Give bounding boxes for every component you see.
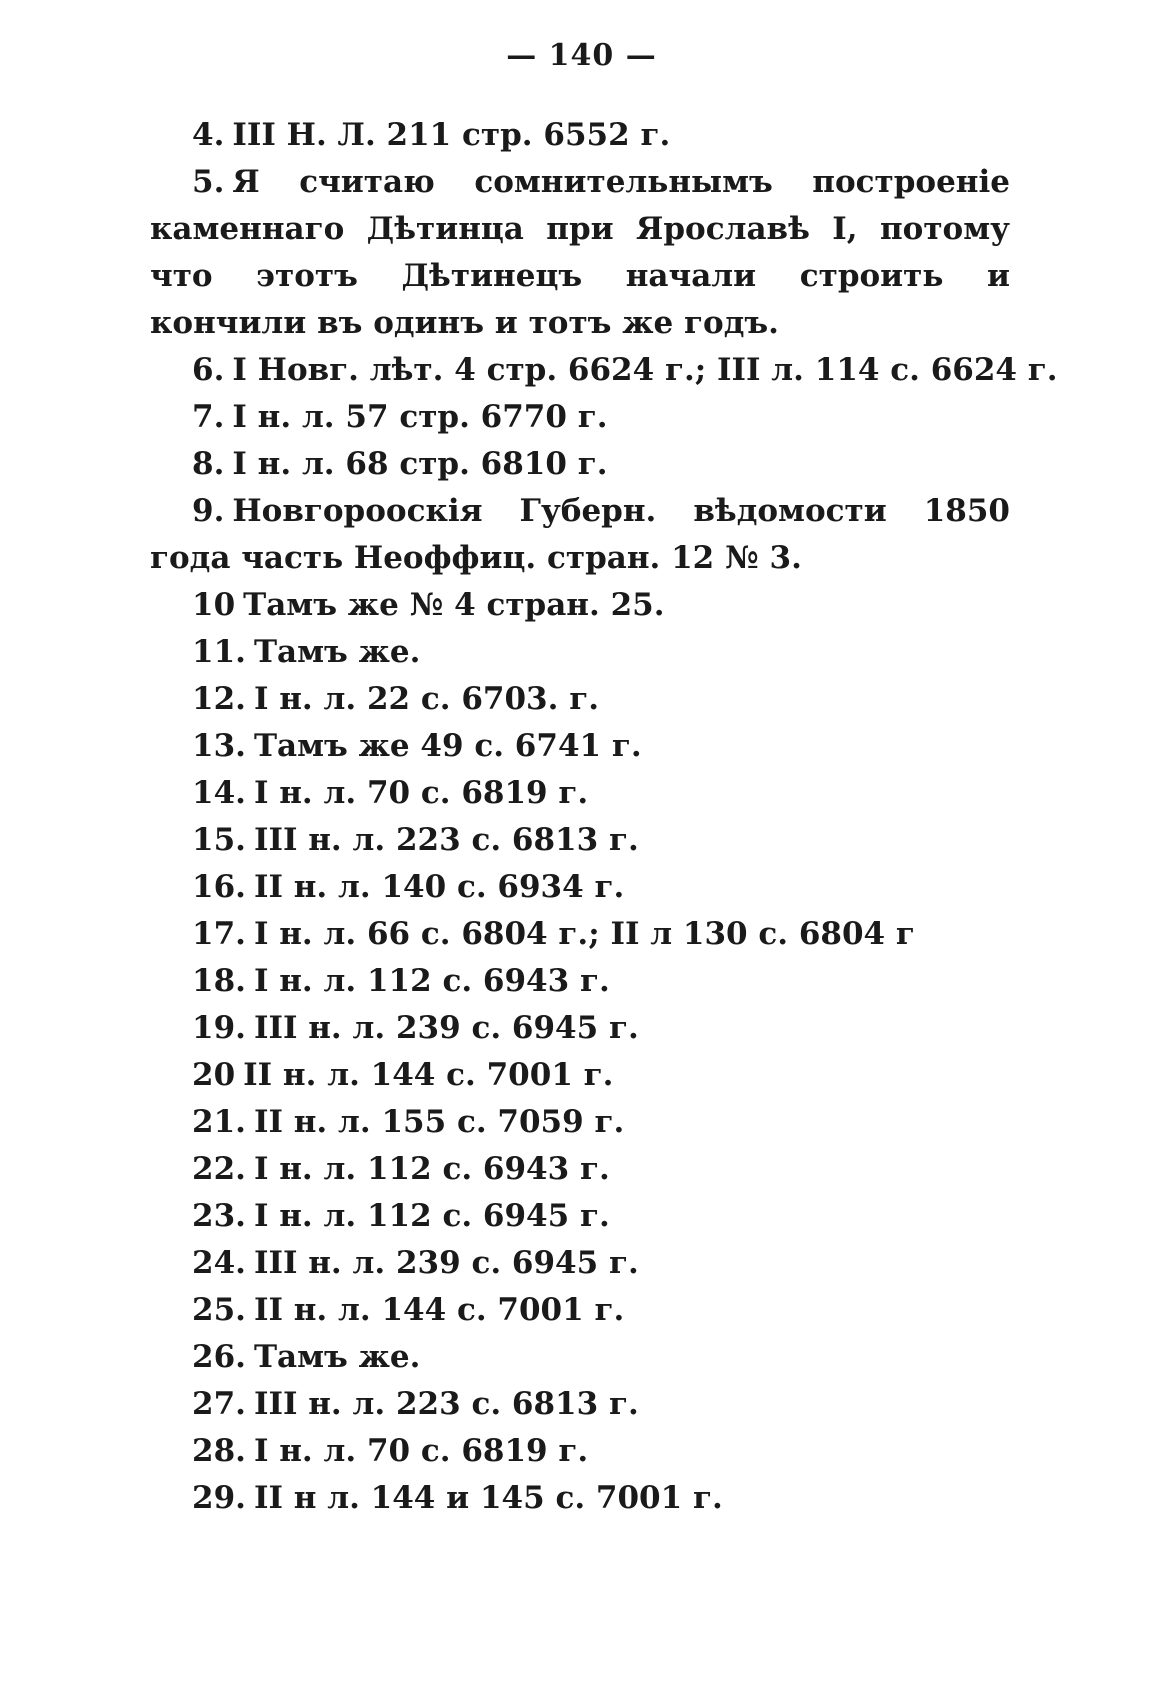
- note-item: [150, 1099, 1010, 1146]
- note-text: Тамъ же.: [253, 634, 421, 670]
- note-number: 29.: [192, 1480, 246, 1516]
- note-number: 26.: [192, 1339, 246, 1375]
- note-text: Тамъ же.: [253, 1339, 421, 1375]
- note-text: III Н. Л. 211 стр. 6552 г.: [232, 117, 671, 153]
- note-item: [150, 488, 1010, 582]
- note-text: III н. л. 223 с. 6813 г.: [253, 822, 639, 858]
- note-item: [150, 1193, 1010, 1240]
- note-number: 14.: [192, 775, 246, 811]
- note-number: 12.: [192, 681, 246, 717]
- note-text: III н. л. 223 с. 6813 г.: [253, 1386, 639, 1422]
- note-item: [150, 629, 1010, 676]
- note-number: 11.: [192, 634, 246, 670]
- note-text: I н. л. 70 с. 6819 г.: [253, 775, 589, 811]
- note-text: I н. л. 70 с. 6819 г.: [253, 1433, 589, 1469]
- note-text: I н. л. 68 стр. 6810 г.: [232, 446, 608, 482]
- note-number: 22.: [192, 1151, 246, 1187]
- note-item: [150, 911, 1010, 958]
- note-text: II н. л. 144 с. 7001 г.: [243, 1057, 614, 1093]
- note-text: Я считаю сомнительнымъ построеніе каменнаго Дѣтинца при Ярославѣ I, потому что этотъ Дѣтинецъ начали строить и кончили въ одинъ и тотъ же годъ.: [150, 164, 1010, 341]
- note-item: [150, 1381, 1010, 1428]
- note-item: [150, 112, 1010, 159]
- note-item: [150, 817, 1010, 864]
- note-text: I Новг. лѣт. 4 стр. 6624 г.; III л. 114 с. 6624 г.: [232, 352, 1058, 388]
- note-number: 19.: [192, 1010, 246, 1046]
- note-number: 15.: [192, 822, 246, 858]
- note-item: [150, 1240, 1010, 1287]
- note-item: [150, 441, 1010, 488]
- note-number: 13.: [192, 728, 246, 764]
- note-text: Новгорооскія Губерн. вѣдомости 1850 года часть Неоффиц. стран. 12 № 3.: [150, 493, 1010, 576]
- note-text: II н л. 144 и 145 с. 7001 г.: [253, 1480, 723, 1516]
- note-number: 17.: [192, 916, 246, 952]
- note-item: [150, 347, 1058, 394]
- note-text: III н. л. 239 с. 6945 г.: [253, 1245, 639, 1281]
- note-number: 24.: [192, 1245, 246, 1281]
- note-number: 6.: [192, 352, 225, 388]
- note-text: II н. л. 155 с. 7059 г.: [253, 1104, 625, 1140]
- note-number: 4.: [192, 117, 225, 153]
- note-text: I н. л. 112 с. 6943 г.: [253, 1151, 610, 1187]
- note-number: 28.: [192, 1433, 246, 1469]
- note-item: [150, 582, 1010, 629]
- note-item: [150, 159, 1010, 347]
- note-text: III н. л. 239 с. 6945 г.: [253, 1010, 639, 1046]
- note-number: 16.: [192, 869, 246, 905]
- note-text: II н. л. 140 с. 6934 г.: [253, 869, 625, 905]
- note-item: [150, 770, 1010, 817]
- note-text: I н. л. 66 с. 6804 г.; II л 130 с. 6804 г: [253, 916, 915, 952]
- note-item: [150, 394, 1010, 441]
- page-number: — 140 —: [506, 38, 657, 73]
- note-item: [150, 864, 1010, 911]
- note-item: [150, 723, 1010, 770]
- note-item: [150, 958, 1010, 1005]
- note-number: 21.: [192, 1104, 246, 1140]
- note-text: I н. л. 22 с. 6703. г.: [253, 681, 599, 717]
- note-number: 8.: [192, 446, 225, 482]
- note-item: [150, 1334, 1010, 1381]
- note-item: [150, 1146, 1010, 1193]
- note-number: 25.: [192, 1292, 246, 1328]
- notes-list: [150, 112, 1058, 1522]
- note-number: 23.: [192, 1198, 246, 1234]
- note-number: 10: [192, 587, 236, 623]
- note-number: 9.: [192, 493, 225, 529]
- note-number: 5.: [192, 164, 225, 200]
- note-text: I н. л. 112 с. 6945 г.: [253, 1198, 610, 1234]
- note-number: 20: [192, 1057, 236, 1093]
- note-item: [150, 1287, 1010, 1334]
- note-text: I н. л. 57 стр. 6770 г.: [232, 399, 608, 435]
- note-item: [150, 1475, 1010, 1522]
- note-item: [150, 1005, 1010, 1052]
- note-item: [150, 1052, 1010, 1099]
- note-number: 18.: [192, 963, 246, 999]
- note-text: II н. л. 144 с. 7001 г.: [253, 1292, 625, 1328]
- note-number: 27.: [192, 1386, 246, 1422]
- note-number: 7.: [192, 399, 225, 435]
- note-item: [150, 676, 1010, 723]
- note-item: [150, 1428, 1010, 1475]
- note-text: I н. л. 112 с. 6943 г.: [253, 963, 610, 999]
- note-text: Тамъ же 49 с. 6741 г.: [253, 728, 642, 764]
- note-text: Тамъ же № 4 стран. 25.: [243, 587, 665, 623]
